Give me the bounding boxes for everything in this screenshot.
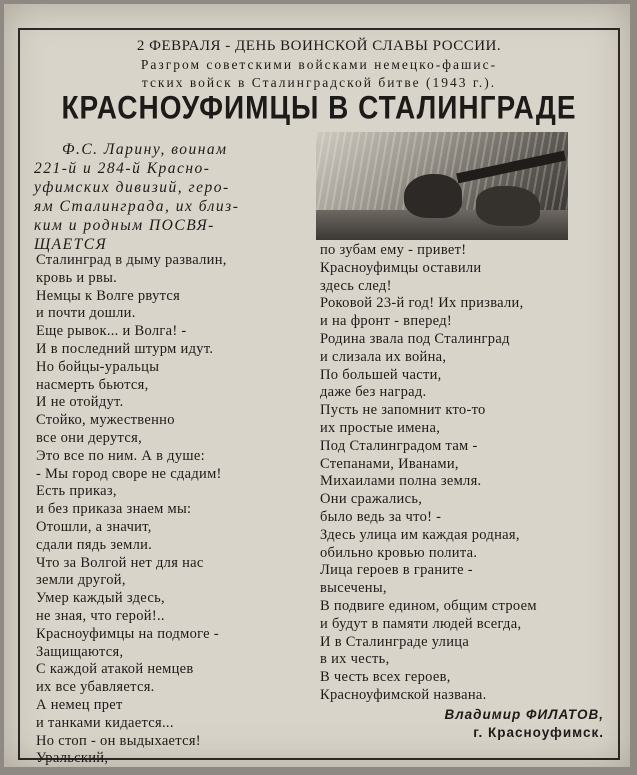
- poem-line: - Мы город своре не сдадим!: [36, 465, 222, 482]
- signature: [445, 706, 604, 742]
- poem-line: Стойко, мужественно: [36, 412, 175, 429]
- poem-line: Сталинград в дыму развалин,: [36, 252, 227, 268]
- poem-line: и без приказа знаем мы:: [36, 501, 192, 518]
- poem-line: и слизала их война,: [320, 348, 447, 365]
- poem-line: в их честь,: [320, 651, 390, 668]
- dedication-line: 221-й и 284-й Красно-: [34, 160, 211, 177]
- poem-left-column: [36, 252, 306, 768]
- poem-line: Умер каждый здесь,: [36, 590, 165, 607]
- poem-line: В подвиге едином, общим строем: [320, 597, 537, 614]
- poem-line: Роковой 23-й год! Их призвали,: [320, 295, 524, 312]
- dedication-line: Ф.С. Ларину, воинам: [62, 141, 228, 158]
- poem-line: и почти дошли.: [36, 305, 136, 322]
- dedication-line: ким и родным ПОСВЯ-: [34, 217, 215, 234]
- poem-line: Красноуфимцы оставили: [320, 259, 482, 276]
- poem-line: по зубам ему - привет!: [320, 242, 467, 258]
- poem-line: Пусть не запомнит кто-то: [320, 402, 486, 419]
- article-header: [20, 38, 618, 91]
- poem-line: Еще рывок... и Волга! -: [36, 323, 187, 340]
- poem-line: С каждой атакой немцев: [36, 661, 194, 678]
- poem-line: Немцы к Волге рвутся: [36, 287, 181, 304]
- poem-line: Под Сталинградом там -: [320, 437, 478, 454]
- poem-line: Это все по ним. А в душе:: [36, 447, 205, 464]
- author-city: г. Красноуфимск.: [473, 725, 604, 740]
- dedication: [34, 140, 306, 254]
- poem-line: земли другой,: [36, 572, 126, 589]
- poem-line: их все убавляется.: [36, 679, 155, 696]
- poem-line: Михаилами полна земля.: [320, 473, 482, 490]
- subtitle-line-2: тских войск в Сталинградской битве (1943 г.).: [141, 75, 497, 90]
- dedication-line: ям Сталинграда, их близ-: [34, 198, 240, 215]
- poem-line: И в последний штурм идут.: [36, 340, 214, 357]
- article-title: КРАСНОУФИМЦЫ В СТАЛИНГРАДЕ: [61, 89, 577, 126]
- poem-line: их простые имена,: [320, 419, 441, 436]
- war-photo: [316, 132, 568, 240]
- date-line: 2 ФЕВРАЛЯ - ДЕНЬ ВОИНСКОЙ СЛАВЫ РОССИИ.: [136, 38, 502, 54]
- poem-line: было ведь за что! -: [320, 508, 442, 525]
- poem-line: и будут в памяти людей всегда,: [320, 615, 522, 632]
- poem-line: высечены,: [320, 580, 387, 597]
- poem-line: даже без наград.: [320, 384, 427, 401]
- poem-line: здесь след!: [320, 277, 392, 294]
- author-name: Владимир ФИЛАТОВ,: [444, 707, 604, 722]
- poem-line: Здесь улица им каждая родная,: [320, 526, 520, 543]
- dedication-line: уфимских дивизий, геро-: [34, 179, 230, 196]
- poem-line: Степанами, Иванами,: [320, 455, 459, 472]
- poem-line: А немец прет: [36, 696, 123, 713]
- poem-line: Но бойцы-уральцы: [36, 358, 160, 375]
- poem-line: Отошли, а значит,: [36, 518, 152, 535]
- poem-line: и на фронт - вперед!: [320, 313, 453, 330]
- poem-line: насмерть бьются,: [36, 376, 149, 393]
- poem-line: все они дерутся,: [36, 429, 142, 446]
- poem-line: Красноуфимской названа.: [320, 686, 487, 703]
- poem-line: Защищаются,: [36, 643, 124, 660]
- poem-line: Что за Волгой нет для нас: [36, 554, 204, 571]
- poem-line: Они сражались,: [320, 491, 423, 508]
- poem-line: Но стоп - он выдыхается!: [36, 732, 201, 749]
- poem-line: Родина звала под Сталинград: [320, 330, 510, 347]
- poem-line: сдали пядь земли.: [36, 536, 153, 553]
- poem-line: Лица героев в граните -: [320, 562, 473, 579]
- poem-line: Уральский,: [36, 750, 109, 767]
- poem-line: кровь и рвы.: [36, 269, 118, 286]
- poem-right-column: [320, 242, 610, 705]
- poem-line: Красноуфимцы на подмоге -: [36, 625, 219, 642]
- poem-line: По большей части,: [320, 366, 442, 383]
- poem-line: не зная, что герой!..: [36, 607, 165, 624]
- poem-line: и танками кидается...: [36, 714, 174, 731]
- article-frame: [18, 28, 620, 767]
- dedication-line: ЩАЕТСЯ: [34, 236, 108, 253]
- subtitle-line-1: Разгром советскими войсками немецко-фашис-: [140, 57, 498, 72]
- poem-line: И не отойдут.: [36, 394, 124, 411]
- poem-line: И в Сталинграде улица: [320, 633, 470, 650]
- poem-line: обильно кровью полита.: [320, 544, 478, 561]
- poem-line: В честь всех героев,: [320, 669, 451, 686]
- poem-line: Есть приказ,: [36, 483, 117, 500]
- newspaper-clipping: [4, 4, 630, 767]
